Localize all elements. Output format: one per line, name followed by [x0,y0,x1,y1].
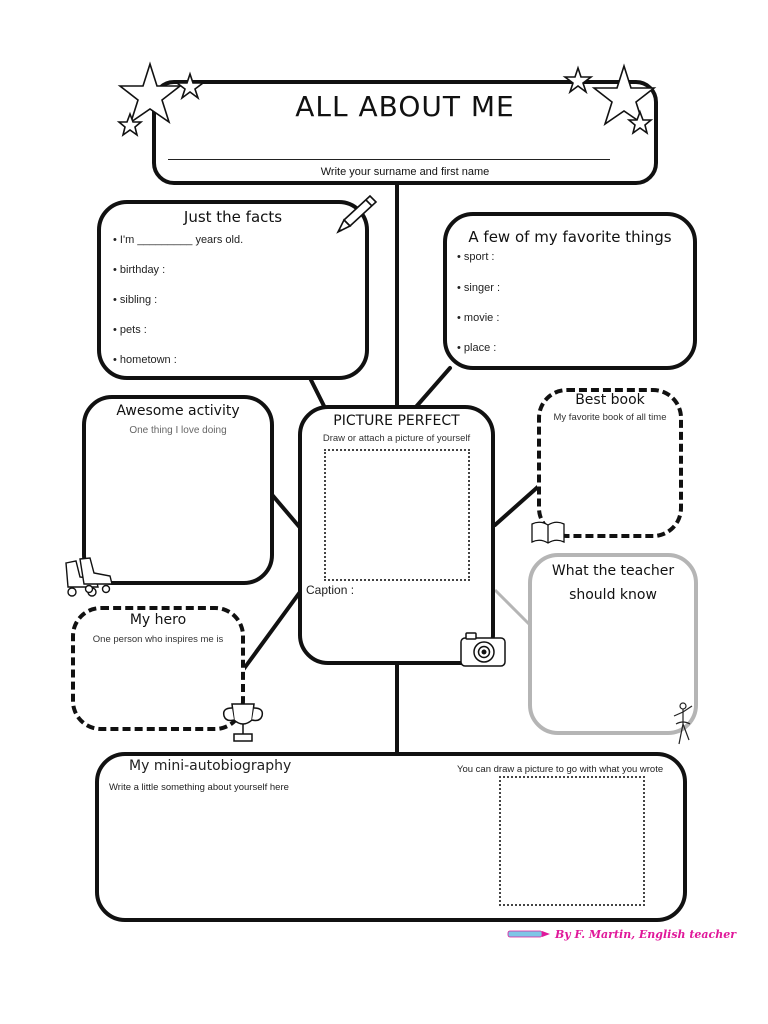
bullet: • [113,234,117,246]
favorites-row-movie [457,312,499,324]
autobiography-box [95,752,687,922]
trophy-icon [218,700,268,746]
age-prefix: I'm [119,234,135,246]
autobiography-heading: My mini-autobiography [129,758,292,774]
open-book-icon [530,518,566,546]
facts-row-sibling [113,294,157,306]
page-title: ALL ABOUT ME [295,90,515,123]
facts-label: pets : [119,324,147,336]
age-blank: _________ [137,234,193,246]
favorites-row-place [457,342,496,354]
bullet: • [457,312,461,324]
author-credit: By F. Martin, English teacher [555,928,737,941]
facts-heading: Just the facts [183,208,283,226]
bullet: • [457,282,461,294]
facts-label: sibling : [119,294,158,306]
photo-frame [324,449,470,581]
favorites-label: singer : [463,282,500,294]
favorites-row-sport [457,251,495,263]
book-box [537,388,683,538]
favorites-heading: A few of my favorite things [468,228,672,246]
name-prompt: Write your surname and first name [320,166,490,178]
stars-left-icon [112,60,217,145]
picture-caption: Caption : [306,583,355,597]
dancer-icon [670,700,696,750]
picture-box [298,405,495,665]
activity-heading: Awesome activity [116,403,240,419]
book-subheading: My favorite book of all time [553,412,667,423]
facts-row-birthday [113,264,165,276]
favorites-row-singer [457,282,500,294]
favorites-label: place : [463,342,497,354]
facts-row-hometown [113,354,177,366]
facts-box [97,200,369,380]
hero-subheading: One person who inspires me is [92,634,224,645]
bullet: • [457,342,461,354]
facts-row-pets [113,324,147,336]
teacher-heading-line1: What the teacher [551,563,675,579]
autobiography-picture-prompt: You can draw a picture to go with what you wrote [457,764,664,775]
picture-heading: PICTURE PERFECT [333,413,460,429]
facts-label: birthday : [119,264,166,276]
favorites-box [443,212,697,370]
stars-right-icon [560,60,665,145]
bullet: • [113,264,117,276]
activity-subheading: One thing I love doing [129,425,227,436]
pencil-icon [330,190,382,240]
bullet: • [457,251,461,263]
facts-age-row [113,234,243,246]
bullet: • [113,324,117,336]
autobiography-prompt: Write a little something about yourself here [109,782,289,793]
picture-subheading: Draw or attach a picture of yourself [322,433,471,444]
favorites-label: sport : [463,251,495,263]
pen-icon [506,929,552,939]
roller-skates-icon [62,555,118,603]
name-line [168,159,610,160]
book-heading: Best book [575,392,645,408]
bullet: • [113,354,117,366]
favorites-label: movie : [463,312,500,324]
camera-icon [458,630,510,672]
hero-heading: My hero [129,612,187,628]
bullet: • [113,294,117,306]
facts-label: hometown : [119,354,177,366]
autobiography-photo-frame [499,776,645,906]
age-suffix: years old. [195,234,244,246]
teacher-heading-line2: should know [569,587,657,603]
